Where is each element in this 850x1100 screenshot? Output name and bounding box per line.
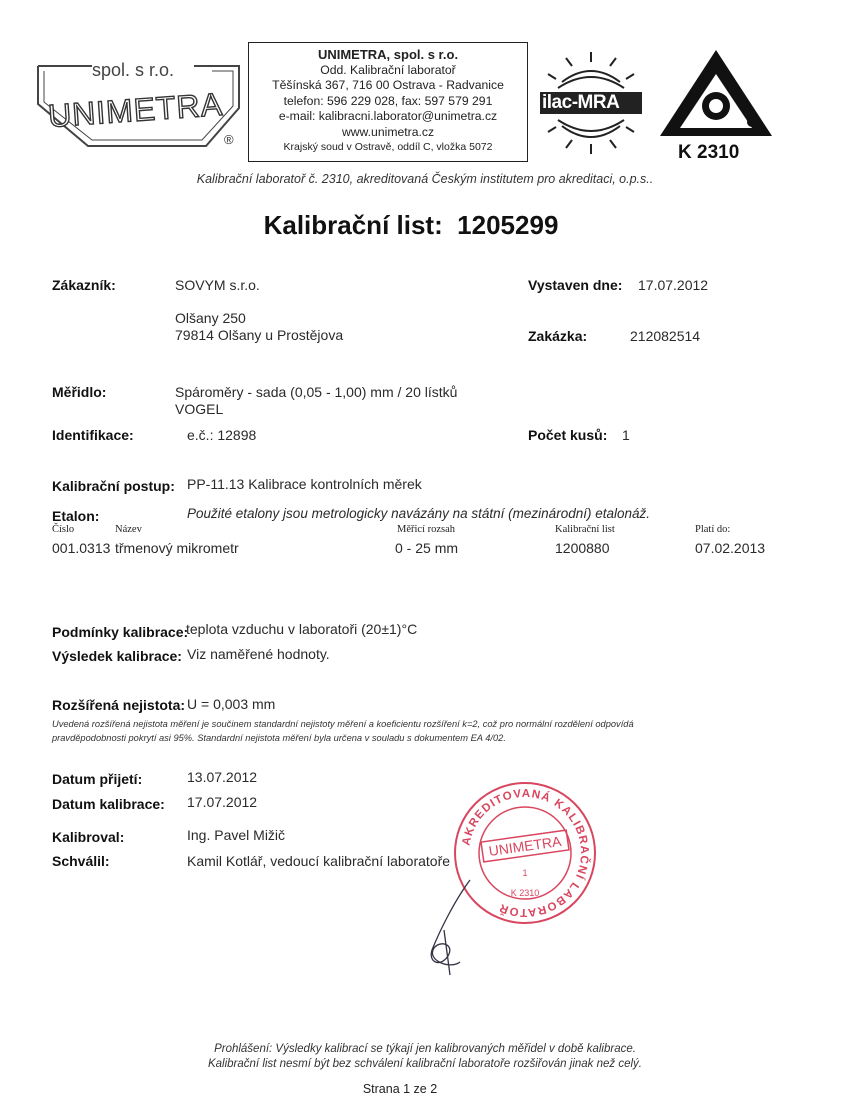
- etalon-row-cert: 1200880: [555, 540, 610, 556]
- stamp-center-text: UNIMETRA: [487, 832, 563, 860]
- approved-by-value: Kamil Kotlář, vedoucí kalibrační laboratoře: [187, 853, 451, 869]
- calibrated-label: Datum kalibrace:: [52, 796, 165, 812]
- pieces-value: 1: [622, 427, 630, 443]
- cia-code: K 2310: [678, 142, 740, 163]
- calibrated-value: 17.07.2012: [187, 794, 258, 810]
- company-email: e-mail: kalibracni.laborator@unimetra.cz: [278, 109, 498, 123]
- stamp-ring-textpath: AKREDITOVANÁ KALIBRAČNÍ LABORATOŘ: [460, 787, 591, 919]
- approved-by-label: Schválil:: [52, 853, 110, 869]
- etalon-row-number: 001.0313: [52, 540, 111, 556]
- etalon-note: Použité etalony jsou metrologicky navázány na státní (mezinárodní) etalonáž.: [187, 506, 651, 521]
- etalon-row-valid: 07.02.2013: [695, 540, 766, 556]
- stamp-number: 1: [522, 868, 528, 878]
- customer-street: Olšany 250: [175, 310, 246, 326]
- result-value: Viz naměřené hodnoty.: [187, 646, 330, 662]
- etalon-col-range: Měřicí rozsah: [397, 524, 456, 535]
- ilac-mra-logo: [536, 48, 646, 158]
- customer-city: 79814 Olšany u Prostějova: [175, 327, 344, 343]
- company-address: Těšínská 367, 716 00 Ostrava - Radvanice: [272, 78, 504, 92]
- received-label: Datum přijetí:: [52, 771, 143, 787]
- instrument-label: Měřidlo:: [52, 384, 107, 400]
- company-info-box: [248, 42, 528, 162]
- company-court: Krajský soud v Ostravě, oddíl C, vložka 5072: [283, 141, 493, 153]
- accreditation-line: Kalibrační laboratoř č. 2310, akreditovaná Českým institutem pro akreditaci, o.p.s..: [196, 172, 654, 186]
- logo-name: UNIMETRA: [46, 85, 225, 135]
- order-label: Zakázka:: [528, 328, 588, 344]
- company-phone: telefon: 596 229 028, fax: 597 579 291: [283, 93, 493, 108]
- conditions-value: teplota vzduchu v laboratoři (20±1)°C: [186, 621, 418, 637]
- pieces-label: Počet kusů:: [528, 427, 608, 443]
- instrument-line1: Spároměry - sada (0,05 - 1,00) mm / 20 lístků: [175, 384, 458, 400]
- uncertainty-label: Rozšířená nejistota:: [52, 697, 186, 713]
- identification-label: Identifikace:: [52, 427, 134, 443]
- company-web: www.unimetra.cz: [341, 124, 435, 139]
- cia-logo: [656, 46, 776, 166]
- document-title: Kalibrační list: 1205299: [263, 210, 559, 240]
- etalon-col-number: Číslo: [52, 524, 75, 535]
- logo-top-text: spol. s r.o.: [92, 60, 175, 80]
- etalon-row-name: třmenový mikrometr: [115, 540, 239, 556]
- order-value: 212082514: [630, 328, 701, 344]
- ilac-text: ilac-MRA: [542, 92, 620, 113]
- unimetra-logo: [34, 46, 244, 166]
- signature-scribble: [410, 870, 500, 980]
- received-value: 13.07.2012: [187, 769, 258, 785]
- calibrated-by-value: Ing. Pavel Mižič: [187, 827, 286, 843]
- etalon-label: Etalon:: [52, 508, 100, 524]
- uncertainty-note-2: pravděpodobnosti pokrytí asi 95%. Standardní nejistota měření byla určena v souladu s dokumentem EA 4/02.: [52, 733, 506, 743]
- procedure-value: PP-11.13 Kalibrace kontrolních měrek: [187, 476, 422, 492]
- etalon-col-valid: Platí do:: [695, 524, 731, 535]
- result-label: Výsledek kalibrace:: [52, 648, 182, 664]
- uncertainty-value: U = 0,003 mm: [187, 696, 276, 712]
- footer-declaration-1: Prohlášení: Výsledky kalibrací se týkají jen kalibrovaných měřidel v době kalibrace.: [214, 1043, 636, 1055]
- signature: [410, 870, 500, 980]
- issued-value: 17.07.2012: [638, 277, 709, 293]
- customer-label: Zákazník:: [52, 277, 116, 293]
- cia-triangle-icon: [656, 46, 776, 146]
- etalon-row-range: 0 - 25 mm: [395, 540, 459, 556]
- issued-label: Vystaven dne:: [528, 277, 623, 293]
- registered-mark: ®: [224, 132, 234, 147]
- identification-value: e.č.: 12898: [187, 427, 257, 443]
- uncertainty-note-1: Uvedená rozšířená nejistota měření je součinem standardní nejistoty měření a koeficientu rozšíření k=2, což pro normální rozdělení odpovídá: [52, 719, 634, 729]
- etalon-col-name: Název: [115, 524, 142, 535]
- calibrated-by-label: Kalibroval:: [52, 829, 125, 845]
- stamp-code: K 2310: [510, 888, 540, 898]
- conditions-label: Podmínky kalibrace:: [52, 624, 189, 640]
- footer-declaration-2: Kalibrační list nesmí být bez schválení kalibrační laboratoře rozšiřován jinak než celý.: [207, 1058, 642, 1070]
- etalon-col-cert: Kalibrační list: [555, 524, 615, 535]
- customer-name: SOVYM s.r.o.: [175, 277, 260, 293]
- company-dept: Odd. Kalibrační laboratoř: [320, 62, 456, 77]
- page-number: Strana 1 ze 2: [362, 1082, 438, 1096]
- company-name: UNIMETRA, spol. s r.o.: [317, 47, 459, 62]
- instrument-line2: VOGEL: [175, 401, 224, 417]
- procedure-label: Kalibrační postup:: [52, 478, 175, 494]
